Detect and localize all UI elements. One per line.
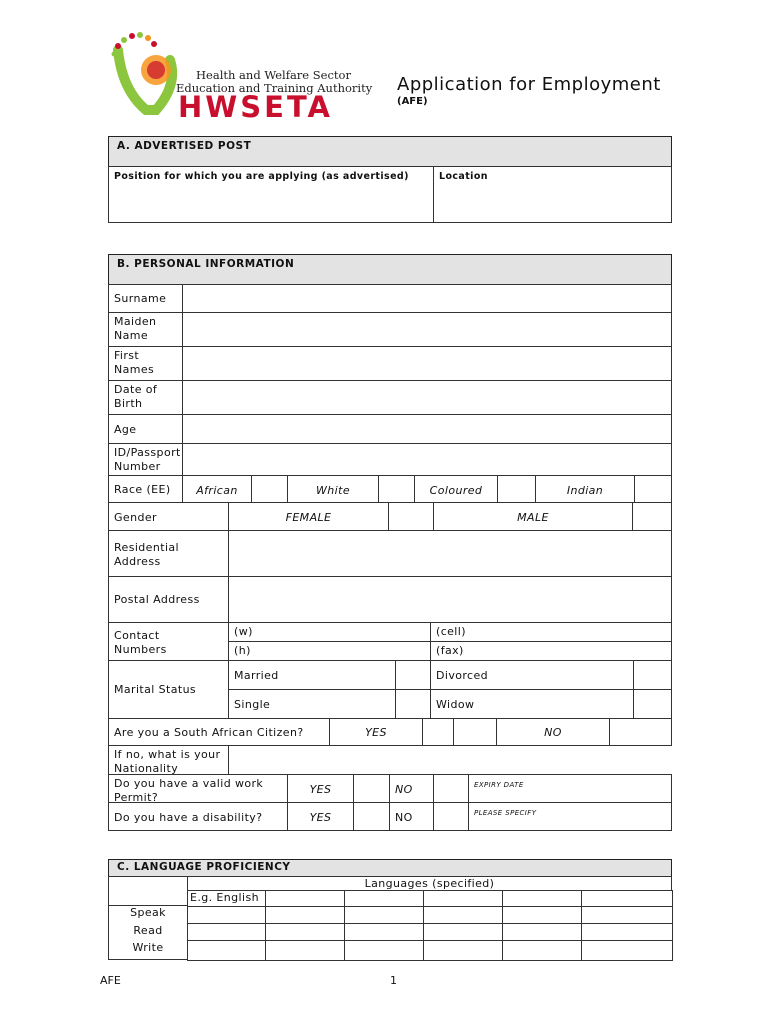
language-proficiency-cell[interactable]: [423, 940, 503, 961]
expiry-label: EXPIRY DATE: [474, 781, 524, 789]
marital-label: Marital Status: [108, 660, 229, 719]
disability-no-box[interactable]: [433, 802, 469, 831]
section-c-header: C. LANGUAGE PROFICIENCY: [108, 859, 672, 877]
position-field[interactable]: [108, 166, 434, 223]
race-african-box[interactable]: [251, 475, 288, 503]
language-proficiency-cell[interactable]: [344, 940, 424, 961]
citizen-no-box[interactable]: [609, 718, 672, 746]
gender-label: Gender: [108, 502, 229, 531]
race-white-box[interactable]: [378, 475, 415, 503]
res-label-l1: Residential: [114, 541, 179, 554]
res-label-l2: Address: [114, 555, 161, 568]
residential-label: [108, 530, 229, 577]
page-number: 1: [390, 974, 397, 987]
marital-married-label: Married: [228, 660, 396, 690]
nat-label-l2: Nationality: [114, 762, 179, 775]
dob-input[interactable]: [182, 380, 672, 415]
permit-label-l2: Permit?: [114, 791, 159, 804]
cell-phone-label: (cell): [436, 625, 466, 638]
language-proficiency-cell[interactable]: [265, 923, 345, 941]
first-names-input[interactable]: [182, 346, 672, 381]
logo-line2: Education and Training Authority: [176, 81, 373, 95]
section-b-header: B. PERSONAL INFORMATION: [108, 254, 672, 285]
logo-line1: Health and Welfare Sector: [196, 68, 351, 82]
race-indian-label: Indian: [535, 475, 635, 503]
language-name-cell[interactable]: [265, 890, 345, 907]
write-label: Write: [132, 941, 164, 954]
footer-form-code: AFE: [100, 974, 121, 987]
language-proficiency-cell[interactable]: [344, 906, 424, 924]
contact-label: [108, 622, 229, 661]
marital-widow-box[interactable]: [633, 689, 672, 719]
dob-label-l2: Birth: [114, 397, 143, 410]
speak-label: Speak: [130, 906, 166, 919]
disability-yes-box[interactable]: [353, 802, 390, 831]
language-name-cell[interactable]: [344, 890, 424, 907]
citizen-label: Are you a South African Citizen?: [108, 718, 330, 746]
id-input[interactable]: [182, 443, 672, 476]
nat-label-l1: If no, what is your: [114, 748, 221, 761]
language-name-cell[interactable]: [423, 890, 503, 907]
marital-divorced-box[interactable]: [633, 660, 672, 690]
maiden-input[interactable]: [182, 312, 672, 347]
logo-emblem-icon: [108, 30, 188, 122]
language-proficiency-cell[interactable]: [187, 940, 266, 961]
language-proficiency-cell[interactable]: [581, 923, 673, 941]
permit-label-l1: Do you have a valid work: [114, 777, 264, 790]
marital-single-box[interactable]: [395, 689, 431, 719]
read-label: Read: [133, 924, 163, 937]
age-input[interactable]: [182, 414, 672, 444]
age-label: Age: [108, 414, 183, 444]
language-proficiency-cell[interactable]: [423, 906, 503, 924]
fax-field[interactable]: [430, 641, 672, 661]
hwseta-logo: [108, 30, 373, 126]
contact-label-l2: Numbers: [114, 643, 167, 656]
gender-male-label: MALE: [433, 502, 633, 531]
disability-label: Do you have a disability?: [108, 802, 288, 831]
citizen-no-label: NO: [496, 718, 610, 746]
language-proficiency-cell[interactable]: [502, 923, 582, 941]
language-proficiency-cell[interactable]: [265, 906, 345, 924]
gender-female-label: FEMALE: [228, 502, 389, 531]
first-names-label: [108, 346, 183, 381]
fax-label: (fax): [436, 644, 464, 657]
first-label-l1: First: [114, 349, 140, 362]
specify-field[interactable]: [468, 802, 672, 831]
cell-phone-field[interactable]: [430, 622, 672, 642]
postal-label: Postal Address: [108, 576, 229, 623]
race-indian-box[interactable]: [634, 475, 672, 503]
language-proficiency-cell[interactable]: [502, 940, 582, 961]
language-proficiency-cell[interactable]: [187, 923, 266, 941]
residential-input[interactable]: [228, 530, 672, 577]
work-phone-label: (w): [234, 625, 253, 638]
citizen-yes-box[interactable]: [422, 718, 454, 746]
location-field[interactable]: [433, 166, 672, 223]
language-proficiency-cell[interactable]: [581, 940, 673, 961]
position-label: Position for which you are applying (as advertised): [114, 171, 409, 182]
page-title: Application for Employment: [397, 74, 661, 95]
race-coloured-label: Coloured: [414, 475, 498, 503]
race-african-label: African: [182, 475, 252, 503]
work-phone-field[interactable]: [228, 622, 431, 642]
id-label-l2: Number: [114, 460, 161, 473]
permit-yes-box[interactable]: [353, 774, 390, 803]
logo-acronym: HWSETA: [178, 90, 333, 124]
language-proficiency-cell[interactable]: [502, 906, 582, 924]
lang-corner: [108, 876, 188, 906]
contact-label-l1: Contact: [114, 629, 160, 642]
home-phone-label: (h): [234, 644, 251, 657]
nationality-input[interactable]: [228, 745, 672, 775]
id-label: [108, 443, 183, 476]
nationality-label: [108, 745, 229, 775]
race-white-label: White: [287, 475, 379, 503]
first-label-l2: Names: [114, 363, 155, 376]
maiden-label: [108, 312, 183, 347]
home-phone-field[interactable]: [228, 641, 431, 661]
citizen-yes-label: YES: [329, 718, 423, 746]
language-proficiency-cell[interactable]: [581, 906, 673, 924]
surname-label: Surname: [108, 284, 183, 313]
language-proficiency-cell[interactable]: [187, 906, 266, 924]
surname-input[interactable]: [182, 284, 672, 313]
permit-no-box[interactable]: [433, 774, 469, 803]
citizen-blank: [453, 718, 497, 746]
marital-divorced-label: Divorced: [430, 660, 634, 690]
section-a-header: A. ADVERTISED POST: [108, 136, 672, 167]
disability-no-label: NO: [389, 802, 434, 831]
language-proficiency-cell[interactable]: [265, 940, 345, 961]
languages-header: Languages (specified): [187, 876, 672, 891]
marital-widow-label: Widow: [430, 689, 634, 719]
disability-yes-label: YES: [287, 802, 354, 831]
gender-female-box[interactable]: [388, 502, 434, 531]
location-label: Location: [439, 171, 488, 182]
maiden-label-l1: Maiden: [114, 315, 157, 328]
page-subtitle: (AFE): [397, 96, 428, 107]
id-label-l1: ID/Passport: [114, 446, 181, 459]
specify-label: PLEASE SPECIFY: [474, 809, 537, 817]
lang-label-column: [108, 905, 188, 960]
dob-label: [108, 380, 183, 415]
race-label: Race (EE): [108, 475, 183, 503]
language-name-cell[interactable]: [581, 890, 673, 907]
language-name-cell[interactable]: E.g. English: [187, 890, 266, 907]
permit-label: [108, 774, 288, 803]
race-coloured-box[interactable]: [497, 475, 536, 503]
maiden-label-l2: Name: [114, 329, 149, 342]
permit-yes-label: YES: [287, 774, 354, 803]
marital-single-label: Single: [228, 689, 396, 719]
gender-male-box[interactable]: [632, 502, 672, 531]
permit-no-label: NO: [389, 774, 434, 803]
expiry-date-field[interactable]: [468, 774, 672, 803]
language-name-cell[interactable]: [502, 890, 582, 907]
language-proficiency-cell[interactable]: [344, 923, 424, 941]
marital-married-box[interactable]: [395, 660, 431, 690]
postal-input[interactable]: [228, 576, 672, 623]
language-proficiency-cell[interactable]: [423, 923, 503, 941]
dob-label-l1: Date of: [114, 383, 158, 396]
